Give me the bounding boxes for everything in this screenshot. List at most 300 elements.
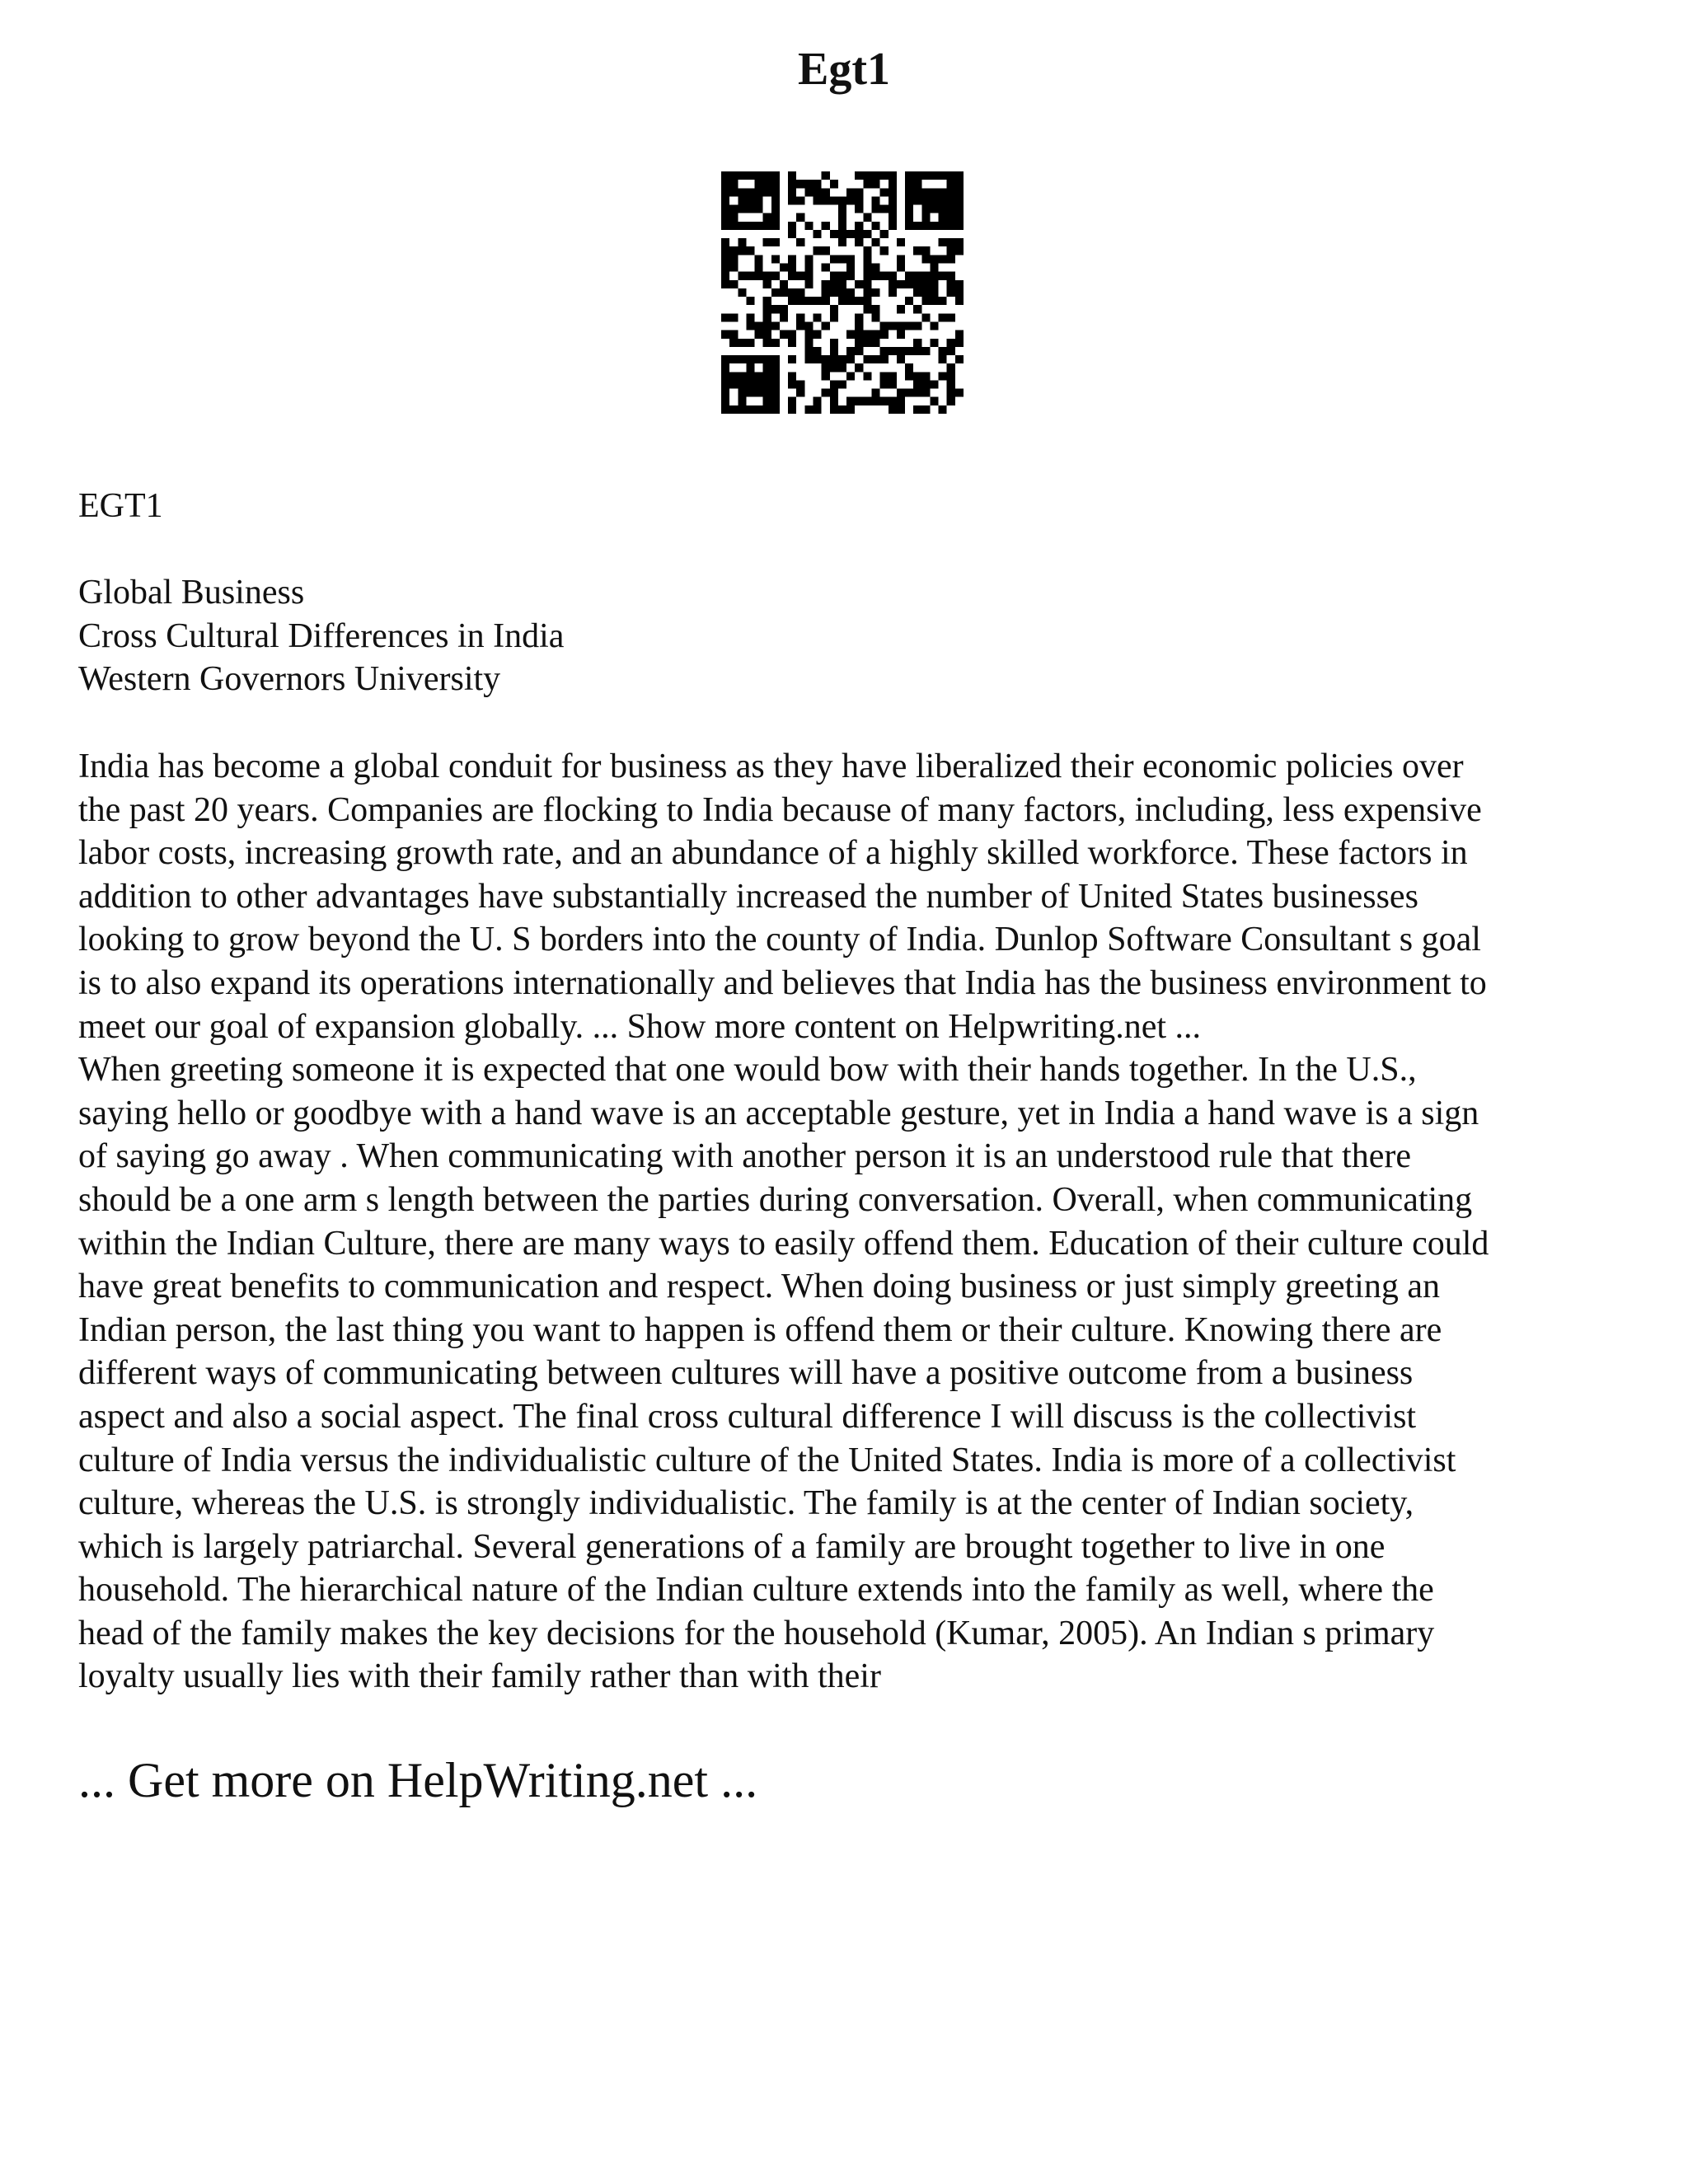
qr-module (947, 347, 955, 355)
qr-module (921, 405, 930, 414)
qr-module (763, 313, 771, 321)
qr-module (863, 272, 871, 280)
qr-module (788, 372, 796, 380)
qr-module (921, 246, 930, 255)
body-line: Indian person, the last thing you want to happen is offend them or their culture. Knowing there are (78, 1310, 1442, 1349)
qr-module (796, 297, 804, 305)
qr-module (846, 288, 855, 297)
qr-module (814, 397, 822, 405)
qr-module (913, 222, 921, 230)
qr-module (814, 355, 822, 363)
qr-module (788, 380, 796, 388)
qr-module (947, 389, 955, 397)
qr-module (814, 230, 822, 238)
qr-module (763, 222, 771, 230)
qr-module (721, 372, 729, 380)
qr-module (947, 380, 955, 388)
qr-module (822, 246, 830, 255)
qr-module (905, 196, 913, 204)
body-line: loyalty usually lies with their family rather than with their (78, 1657, 881, 1696)
qr-module (846, 188, 855, 196)
qr-module (746, 297, 754, 305)
qr-module (721, 222, 729, 230)
body-line: culture of India versus the individualistic culture of the United States. India is more of a collectivist (78, 1441, 1456, 1479)
qr-module (930, 264, 938, 272)
qr-module (830, 180, 838, 188)
body-line: labor costs, increasing growth rate, and an abundance of a highly skilled workforce. These factors in (78, 834, 1468, 873)
qr-module (763, 280, 771, 288)
qr-module (788, 222, 796, 230)
qr-module (804, 347, 813, 355)
qr-module (905, 372, 913, 380)
qr-module (921, 380, 930, 388)
qr-module (889, 405, 897, 414)
qr-module (755, 264, 763, 272)
qr-module (913, 280, 921, 288)
qr-module (930, 255, 938, 263)
qr-module (755, 222, 763, 230)
essay-body (78, 745, 1611, 1699)
qr-module (905, 347, 913, 355)
qr-module (729, 372, 738, 380)
qr-module (905, 188, 913, 196)
qr-module (738, 339, 746, 347)
qr-module (738, 372, 746, 380)
qr-module (814, 196, 822, 204)
qr-module (788, 188, 796, 196)
qr-module (738, 188, 746, 196)
qr-module (804, 297, 813, 305)
qr-module (771, 222, 780, 230)
qr-module (771, 188, 780, 196)
qr-module (889, 171, 897, 180)
qr-module (855, 330, 863, 339)
qr-module (822, 288, 830, 297)
qr-module (796, 272, 804, 280)
qr-module (838, 238, 846, 246)
qr-module (755, 205, 763, 213)
qr-module (947, 188, 955, 196)
qr-module (897, 347, 905, 355)
qr-module (947, 213, 955, 222)
qr-module (830, 347, 838, 355)
qr-module (846, 372, 855, 380)
qr-module (796, 389, 804, 397)
qr-module (763, 339, 771, 347)
qr-module (788, 297, 796, 305)
qr-module (746, 405, 754, 414)
qr-module (880, 330, 889, 339)
qr-module (863, 330, 871, 339)
qr-module (780, 305, 788, 313)
qr-module (846, 255, 855, 263)
qr-module (930, 380, 938, 388)
body-line: which is largely patriarchal. Several generations of a family are brought together to live in one (78, 1527, 1386, 1566)
qr-module (863, 230, 871, 238)
qr-module (871, 339, 879, 347)
qr-module (939, 188, 947, 196)
qr-module (796, 196, 804, 204)
qr-module (863, 246, 871, 255)
qr-module (921, 313, 930, 321)
qr-module (804, 180, 813, 188)
qr-module (822, 321, 830, 330)
qr-module (721, 355, 729, 363)
qr-module (855, 238, 863, 246)
qr-module (721, 272, 729, 280)
qr-module (905, 280, 913, 288)
qr-module (947, 255, 955, 263)
qr-module (738, 355, 746, 363)
qr-module (838, 222, 846, 230)
qr-module (771, 355, 780, 363)
qr-module (746, 272, 754, 280)
qr-module (822, 389, 830, 397)
qr-module (863, 255, 871, 263)
qr-module (947, 339, 955, 347)
qr-module (838, 280, 846, 288)
qr-module (771, 339, 780, 347)
qr-module (830, 405, 838, 414)
qr-module (947, 238, 955, 246)
qr-module (889, 196, 897, 204)
qr-module (921, 222, 930, 230)
qr-module (913, 246, 921, 255)
qr-module (855, 363, 863, 372)
qr-module (804, 255, 813, 263)
qr-module (780, 288, 788, 297)
qr-module (830, 230, 838, 238)
qr-module (921, 372, 930, 380)
qr-module (855, 297, 863, 305)
qr-module (804, 405, 813, 414)
qr-module (729, 188, 738, 196)
qr-module (729, 213, 738, 222)
qr-module (838, 288, 846, 297)
qr-module (871, 196, 879, 204)
qr-module (822, 222, 830, 230)
qr-module (788, 171, 796, 180)
qr-module (729, 380, 738, 388)
qr-module (855, 397, 863, 405)
qr-module (889, 280, 897, 288)
qr-module (863, 171, 871, 180)
qr-module (913, 305, 921, 313)
qr-module (746, 196, 754, 204)
qr-module (939, 222, 947, 230)
qr-module (897, 389, 905, 397)
qr-module (804, 222, 813, 230)
qr-module (822, 355, 830, 363)
qr-module (780, 264, 788, 272)
qr-module (838, 255, 846, 263)
qr-module (763, 188, 771, 196)
qr-module (846, 347, 855, 355)
qr-module (939, 238, 947, 246)
qr-module (746, 355, 754, 363)
qr-module (913, 339, 921, 347)
qr-module (897, 355, 905, 363)
qr-module (846, 397, 855, 405)
qr-module (804, 264, 813, 272)
qr-module (905, 213, 913, 222)
qr-module (846, 405, 855, 414)
qr-module (955, 222, 964, 230)
qr-module (880, 397, 889, 405)
qr-module (955, 389, 964, 397)
qr-module (939, 297, 947, 305)
qr-module (830, 339, 838, 347)
qr-module (855, 230, 863, 238)
qr-module (729, 180, 738, 188)
qr-module (771, 213, 780, 222)
qr-module (822, 196, 830, 204)
qr-module (947, 222, 955, 230)
qr-module (897, 238, 905, 246)
qr-module (939, 372, 947, 380)
qr-module (755, 355, 763, 363)
body-line: different ways of communicating between cultures will have a positive outcome from a business (78, 1354, 1414, 1393)
qr-module (804, 321, 813, 330)
qr-module (921, 272, 930, 280)
qr-module (721, 264, 729, 272)
qr-module (880, 355, 889, 363)
qr-module (729, 205, 738, 213)
body-line: the past 20 years. Companies are flocking to India because of many factors, including, less expensive (78, 790, 1482, 829)
qr-module (939, 213, 947, 222)
qr-module (939, 272, 947, 280)
qr-module (889, 321, 897, 330)
qr-module (796, 213, 804, 222)
body-line: is to also expand its operations internationally and believes that India has the business environment to (78, 963, 1487, 1002)
qr-module (955, 238, 964, 246)
qr-module (746, 313, 754, 321)
qr-module (738, 405, 746, 414)
qr-module (913, 272, 921, 280)
qr-module (855, 339, 863, 347)
qr-module (871, 171, 879, 180)
qr-module (889, 180, 897, 188)
qr-module (930, 196, 938, 204)
body-line: culture, whereas the U.S. is strongly individualistic. The family is at the center of Indian society, (78, 1484, 1414, 1523)
qr-module (930, 321, 938, 330)
qr-module (796, 313, 804, 321)
qr-module (855, 196, 863, 204)
qr-module (921, 213, 930, 222)
qr-module (721, 188, 729, 196)
qr-module (955, 171, 964, 180)
qr-module (729, 330, 738, 339)
qr-module (947, 171, 955, 180)
qr-module (880, 171, 889, 180)
qr-module (804, 330, 813, 339)
qr-module (788, 180, 796, 188)
qr-module (947, 246, 955, 255)
qr-module (771, 405, 780, 414)
qr-module (830, 255, 838, 263)
qr-module (855, 280, 863, 288)
qr-module (788, 330, 796, 339)
qr-module (721, 389, 729, 397)
qr-module (830, 389, 838, 397)
qr-module (838, 205, 846, 213)
qr-module (871, 180, 879, 188)
qr-module (939, 205, 947, 213)
qr-module (947, 196, 955, 204)
qr-module (930, 188, 938, 196)
get-more-link[interactable]: ... Get more on HelpWriting.net ... (78, 1753, 758, 1807)
qr-module (880, 188, 889, 196)
qr-module (855, 321, 863, 330)
qr-module (930, 280, 938, 288)
qr-module (780, 330, 788, 339)
qr-module (822, 297, 830, 305)
qr-module (921, 171, 930, 180)
qr-module (871, 355, 879, 363)
qr-module (763, 405, 771, 414)
qr-module (738, 238, 746, 246)
qr-module (755, 372, 763, 380)
qr-module (855, 171, 863, 180)
qr-module (763, 397, 771, 405)
qr-module (771, 363, 780, 372)
qr-module (788, 288, 796, 297)
qr-module (905, 222, 913, 230)
qr-module (763, 355, 771, 363)
qr-module (721, 205, 729, 213)
qr-module (788, 339, 796, 347)
qr-module (830, 272, 838, 280)
qr-module (738, 288, 746, 297)
qr-module (822, 171, 830, 180)
qr-module (763, 321, 771, 330)
qr-module (880, 230, 889, 238)
qr-module (763, 297, 771, 305)
qr-module (897, 330, 905, 339)
qr-module (763, 380, 771, 388)
qr-module (897, 405, 905, 414)
body-line: India has become a global conduit for business as they have liberalized their economic policies over (78, 748, 1464, 785)
qr-module (939, 405, 947, 414)
qr-module (838, 213, 846, 222)
qr-module (897, 255, 905, 263)
qr-module (814, 330, 822, 339)
qr-module (897, 305, 905, 313)
qr-module (939, 355, 947, 363)
qr-module (721, 405, 729, 414)
qr-module (913, 180, 921, 188)
qr-module (889, 272, 897, 280)
qr-module (880, 372, 889, 380)
qr-module (814, 405, 822, 414)
qr-module (921, 280, 930, 288)
qr-module (771, 305, 780, 313)
qr-module (771, 272, 780, 280)
qr-module (921, 297, 930, 305)
qr-module (897, 264, 905, 272)
qr-module (930, 339, 938, 347)
qr-module (755, 188, 763, 196)
qr-module (913, 347, 921, 355)
qr-module (897, 321, 905, 330)
qr-module (913, 405, 921, 414)
qr-module (947, 180, 955, 188)
qr-module (814, 347, 822, 355)
qr-module (863, 339, 871, 347)
qr-module (763, 238, 771, 246)
qr-module (804, 355, 813, 363)
qr-module (721, 171, 729, 180)
qr-module (822, 188, 830, 196)
qr-module (913, 171, 921, 180)
qr-module (889, 205, 897, 213)
qr-module (746, 372, 754, 380)
qr-module (863, 264, 871, 272)
qr-module (830, 196, 838, 204)
qr-module (746, 222, 754, 230)
qr-module (788, 196, 796, 204)
qr-module (721, 255, 729, 263)
qr-module (871, 264, 879, 272)
qr-module (729, 264, 738, 272)
qr-module (729, 255, 738, 263)
qr-module (721, 397, 729, 405)
qr-module (729, 339, 738, 347)
qr-module (930, 288, 938, 297)
qr-module (746, 205, 754, 213)
document-code: EGT1 (78, 487, 163, 525)
qr-module (913, 288, 921, 297)
body-line: addition to other advantages have substantially increased the number of United States businesses (78, 877, 1418, 916)
qr-module (955, 180, 964, 188)
qr-module (830, 355, 838, 363)
qr-module (814, 313, 822, 321)
qr-code-icon (721, 171, 964, 414)
qr-module (846, 272, 855, 280)
qr-module (788, 397, 796, 405)
qr-module (846, 355, 855, 363)
body-line: of saying go away . When communicating with another person it is an understood rule that there (78, 1137, 1411, 1176)
qr-module (771, 380, 780, 388)
qr-module (738, 196, 746, 204)
qr-module (822, 372, 830, 380)
qr-module (947, 372, 955, 380)
body-line: looking to grow beyond the U. S borders into the county of India. Dunlop Software Consultant s goal (78, 921, 1481, 959)
qr-module (822, 363, 830, 372)
qr-module (804, 272, 813, 280)
qr-module (871, 313, 879, 321)
qr-module (863, 180, 871, 188)
qr-module (905, 363, 913, 372)
qr-module (755, 380, 763, 388)
show-more-line[interactable]: meet our goal of expansion globally. ... Show more content on Helpwriting.net ... (78, 1007, 1202, 1046)
qr-module (780, 313, 788, 321)
qr-module (804, 188, 813, 196)
qr-module (871, 238, 879, 246)
qr-module (880, 347, 889, 355)
qr-module (939, 171, 947, 180)
qr-module (947, 313, 955, 321)
qr-module (871, 305, 879, 313)
qr-module (746, 188, 754, 196)
qr-module (771, 196, 780, 204)
qr-module (788, 405, 796, 414)
qr-module (905, 171, 913, 180)
qr-module (889, 372, 897, 380)
qr-module (880, 205, 889, 213)
qr-module (721, 213, 729, 222)
qr-module (788, 255, 796, 263)
